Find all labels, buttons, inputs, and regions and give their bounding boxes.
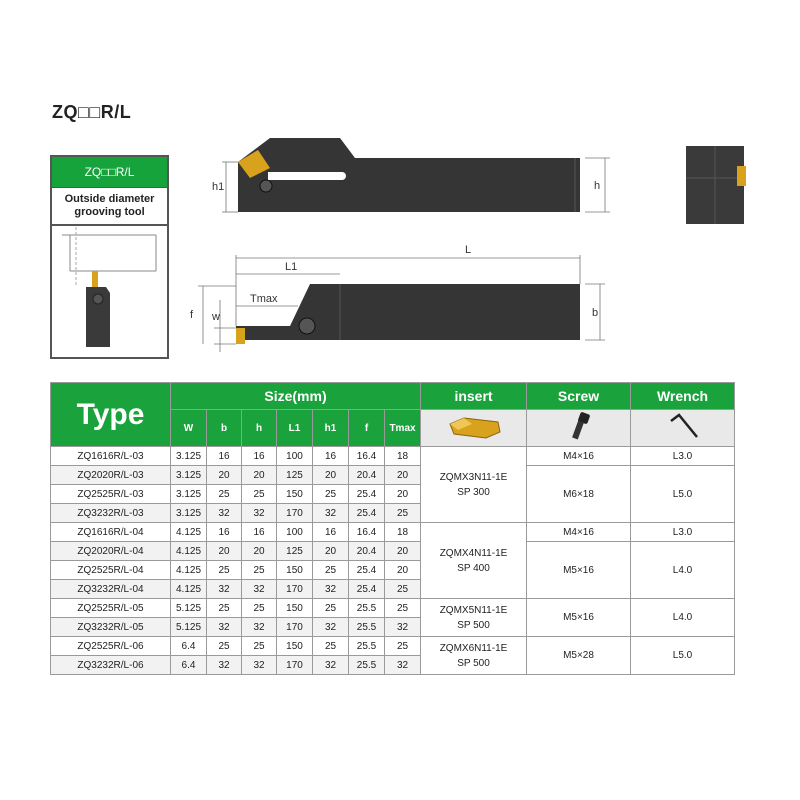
type-cell: ZQ2525R/L-03 [51, 485, 171, 504]
col-header-W: W [171, 410, 207, 447]
type-header: Type [51, 383, 171, 447]
cell-f: 25.4 [349, 504, 385, 523]
cell-Tmax: 20 [385, 466, 421, 485]
cell-f: 25.4 [349, 561, 385, 580]
screw-cell: M5×16 [527, 599, 631, 637]
cell-h1: 32 [313, 504, 349, 523]
spec-table-body [51, 447, 735, 675]
insert-cell [421, 447, 527, 523]
dim-w-label: w [212, 311, 220, 323]
cell-Tmax: 25 [385, 637, 421, 656]
cell-W: 4.125 [171, 523, 207, 542]
cell-W: 3.125 [171, 504, 207, 523]
col-header-b: b [207, 410, 242, 447]
type-cell: ZQ2525R/L-04 [51, 561, 171, 580]
cell-L1: 125 [277, 466, 313, 485]
cell-Tmax: 20 [385, 485, 421, 504]
screw-cell: M5×28 [527, 637, 631, 675]
tool-side-view [236, 284, 580, 344]
type-cell: ZQ1616R/L-03 [51, 447, 171, 466]
cell-W: 5.125 [171, 618, 207, 637]
cell-f: 16.4 [349, 447, 385, 466]
cell-h1: 32 [313, 618, 349, 637]
screw-icon [559, 411, 599, 443]
screw-cell: M4×16 [527, 447, 631, 466]
cell-h1: 20 [313, 542, 349, 561]
table-row [51, 523, 735, 542]
table-row [51, 542, 735, 561]
col-header-h1: h1 [313, 410, 349, 447]
type-cell: ZQ3232R/L-04 [51, 580, 171, 599]
cell-f: 25.5 [349, 637, 385, 656]
cell-b: 25 [207, 637, 242, 656]
cell-h1: 16 [313, 447, 349, 466]
cell-f: 16.4 [349, 523, 385, 542]
wrench-cell: L5.0 [631, 637, 735, 675]
cell-b: 16 [207, 523, 242, 542]
cell-L1: 100 [277, 447, 313, 466]
tool-top-view [238, 138, 580, 212]
cell-f: 20.4 [349, 542, 385, 561]
insert-code: ZQMX4N11-1E [439, 547, 508, 559]
cell-h1: 32 [313, 656, 349, 675]
dim-h-label: h [594, 180, 601, 192]
wrench-cell: L4.0 [631, 599, 735, 637]
cell-h: 25 [242, 561, 277, 580]
screw-cell: M5×16 [527, 542, 631, 599]
insert-code: ZQMX5N11-1E [439, 604, 508, 616]
cell-h: 16 [242, 523, 277, 542]
tool-end-view [686, 146, 746, 224]
type-cell: ZQ3232R/L-06 [51, 656, 171, 675]
cell-W: 5.125 [171, 599, 207, 618]
cell-W: 3.125 [171, 485, 207, 504]
type-cell: ZQ2020R/L-04 [51, 542, 171, 561]
cell-h1: 32 [313, 580, 349, 599]
cell-f: 25.5 [349, 656, 385, 675]
dim-f-label: f [190, 309, 194, 321]
cell-W: 6.4 [171, 656, 207, 675]
col-header-Tmax: Tmax [385, 410, 421, 447]
cell-W: 4.125 [171, 580, 207, 599]
screw-cell: M4×16 [527, 523, 631, 542]
type-cell: ZQ1616R/L-04 [51, 523, 171, 542]
card-desc-line2: grooving tool [74, 206, 145, 218]
insert-cell [421, 523, 527, 599]
cell-Tmax: 20 [385, 561, 421, 580]
cell-L1: 170 [277, 504, 313, 523]
dim-L-label: L [465, 244, 472, 256]
cell-W: 4.125 [171, 542, 207, 561]
cell-L1: 170 [277, 656, 313, 675]
screw-header: Screw [527, 383, 631, 410]
cell-f: 25.4 [349, 485, 385, 504]
wrench-cell: L5.0 [631, 466, 735, 523]
insert-grade: SP 500 [457, 657, 490, 669]
cell-h1: 25 [313, 637, 349, 656]
size-header: Size(mm) [171, 383, 421, 410]
cell-Tmax: 25 [385, 599, 421, 618]
cell-b: 25 [207, 561, 242, 580]
cell-f: 25.4 [349, 580, 385, 599]
cell-b: 32 [207, 618, 242, 637]
type-cell: ZQ3232R/L-03 [51, 504, 171, 523]
cell-h: 20 [242, 542, 277, 561]
cell-b: 16 [207, 447, 242, 466]
cell-h: 32 [242, 504, 277, 523]
cell-h1: 25 [313, 485, 349, 504]
cell-Tmax: 18 [385, 523, 421, 542]
cell-L1: 150 [277, 599, 313, 618]
type-cell: ZQ3232R/L-05 [51, 618, 171, 637]
card-header: ZQ□□R/L [52, 157, 167, 188]
dim-h1-label: h1 [212, 181, 225, 193]
cell-h: 20 [242, 466, 277, 485]
spec-table [50, 382, 735, 675]
cell-L1: 100 [277, 523, 313, 542]
type-cell: ZQ2525R/L-05 [51, 599, 171, 618]
cell-W: 4.125 [171, 561, 207, 580]
cell-b: 25 [207, 485, 242, 504]
page-title: ZQ□□R/L [52, 102, 132, 122]
cell-Tmax: 20 [385, 542, 421, 561]
dim-L1-label: L1 [285, 261, 298, 273]
cell-h: 32 [242, 618, 277, 637]
cell-f: 25.5 [349, 618, 385, 637]
col-header-L1: L1 [277, 410, 313, 447]
col-header-f: f [349, 410, 385, 447]
table-row [51, 637, 735, 656]
cell-h1: 16 [313, 523, 349, 542]
card-desc-line1: Outside diameter [64, 192, 155, 205]
cell-L1: 150 [277, 485, 313, 504]
cell-L1: 150 [277, 637, 313, 656]
cell-h1: 25 [313, 561, 349, 580]
insert-grade: SP 300 [457, 486, 490, 498]
cell-W: 6.4 [171, 637, 207, 656]
cell-L1: 125 [277, 542, 313, 561]
insert-grade: SP 500 [457, 619, 490, 631]
wrench-cell: L3.0 [631, 523, 735, 542]
wrench-icon [663, 411, 703, 443]
cell-b: 20 [207, 542, 242, 561]
cell-h1: 20 [313, 466, 349, 485]
cell-L1: 170 [277, 580, 313, 599]
cell-Tmax: 32 [385, 656, 421, 675]
wrench-header: Wrench [631, 383, 735, 410]
cell-b: 25 [207, 599, 242, 618]
insert-code: ZQMX3N11-1E [439, 471, 508, 483]
insert-header: insert [421, 383, 527, 410]
cell-h: 25 [242, 637, 277, 656]
wrench-cell: L4.0 [631, 542, 735, 599]
cell-h: 25 [242, 485, 277, 504]
cell-h: 32 [242, 580, 277, 599]
insert-cell [421, 599, 527, 637]
cell-Tmax: 32 [385, 618, 421, 637]
insert-cell [421, 637, 527, 675]
type-cell: ZQ2020R/L-03 [51, 466, 171, 485]
cell-f: 20.4 [349, 466, 385, 485]
type-cell: ZQ2525R/L-06 [51, 637, 171, 656]
cell-Tmax: 25 [385, 580, 421, 599]
table-row [51, 466, 735, 485]
dim-b-label: b [592, 307, 599, 319]
cell-f: 25.5 [349, 599, 385, 618]
cell-W: 3.125 [171, 466, 207, 485]
insert-icon [444, 412, 504, 442]
cell-L1: 150 [277, 561, 313, 580]
technical-drawing [0, 0, 800, 380]
cell-b: 20 [207, 466, 242, 485]
wrench-image-cell [631, 410, 735, 447]
dim-Tmax-label: Tmax [250, 293, 278, 305]
cell-L1: 170 [277, 618, 313, 637]
col-header-h: h [242, 410, 277, 447]
screw-cell: M6×18 [527, 466, 631, 523]
cell-Tmax: 18 [385, 447, 421, 466]
table-row [51, 447, 735, 466]
screw-image-cell [527, 410, 631, 447]
wrench-cell: L3.0 [631, 447, 735, 466]
cell-h: 16 [242, 447, 277, 466]
cell-h: 32 [242, 656, 277, 675]
table-row [51, 599, 735, 618]
cell-W: 3.125 [171, 447, 207, 466]
cell-h1: 25 [313, 599, 349, 618]
cell-b: 32 [207, 580, 242, 599]
insert-grade: SP 400 [457, 562, 490, 574]
cell-Tmax: 25 [385, 504, 421, 523]
cell-b: 32 [207, 504, 242, 523]
insert-image-cell [421, 410, 527, 447]
insert-code: ZQMX6N11-1E [439, 642, 508, 654]
cell-h: 25 [242, 599, 277, 618]
cell-b: 32 [207, 656, 242, 675]
